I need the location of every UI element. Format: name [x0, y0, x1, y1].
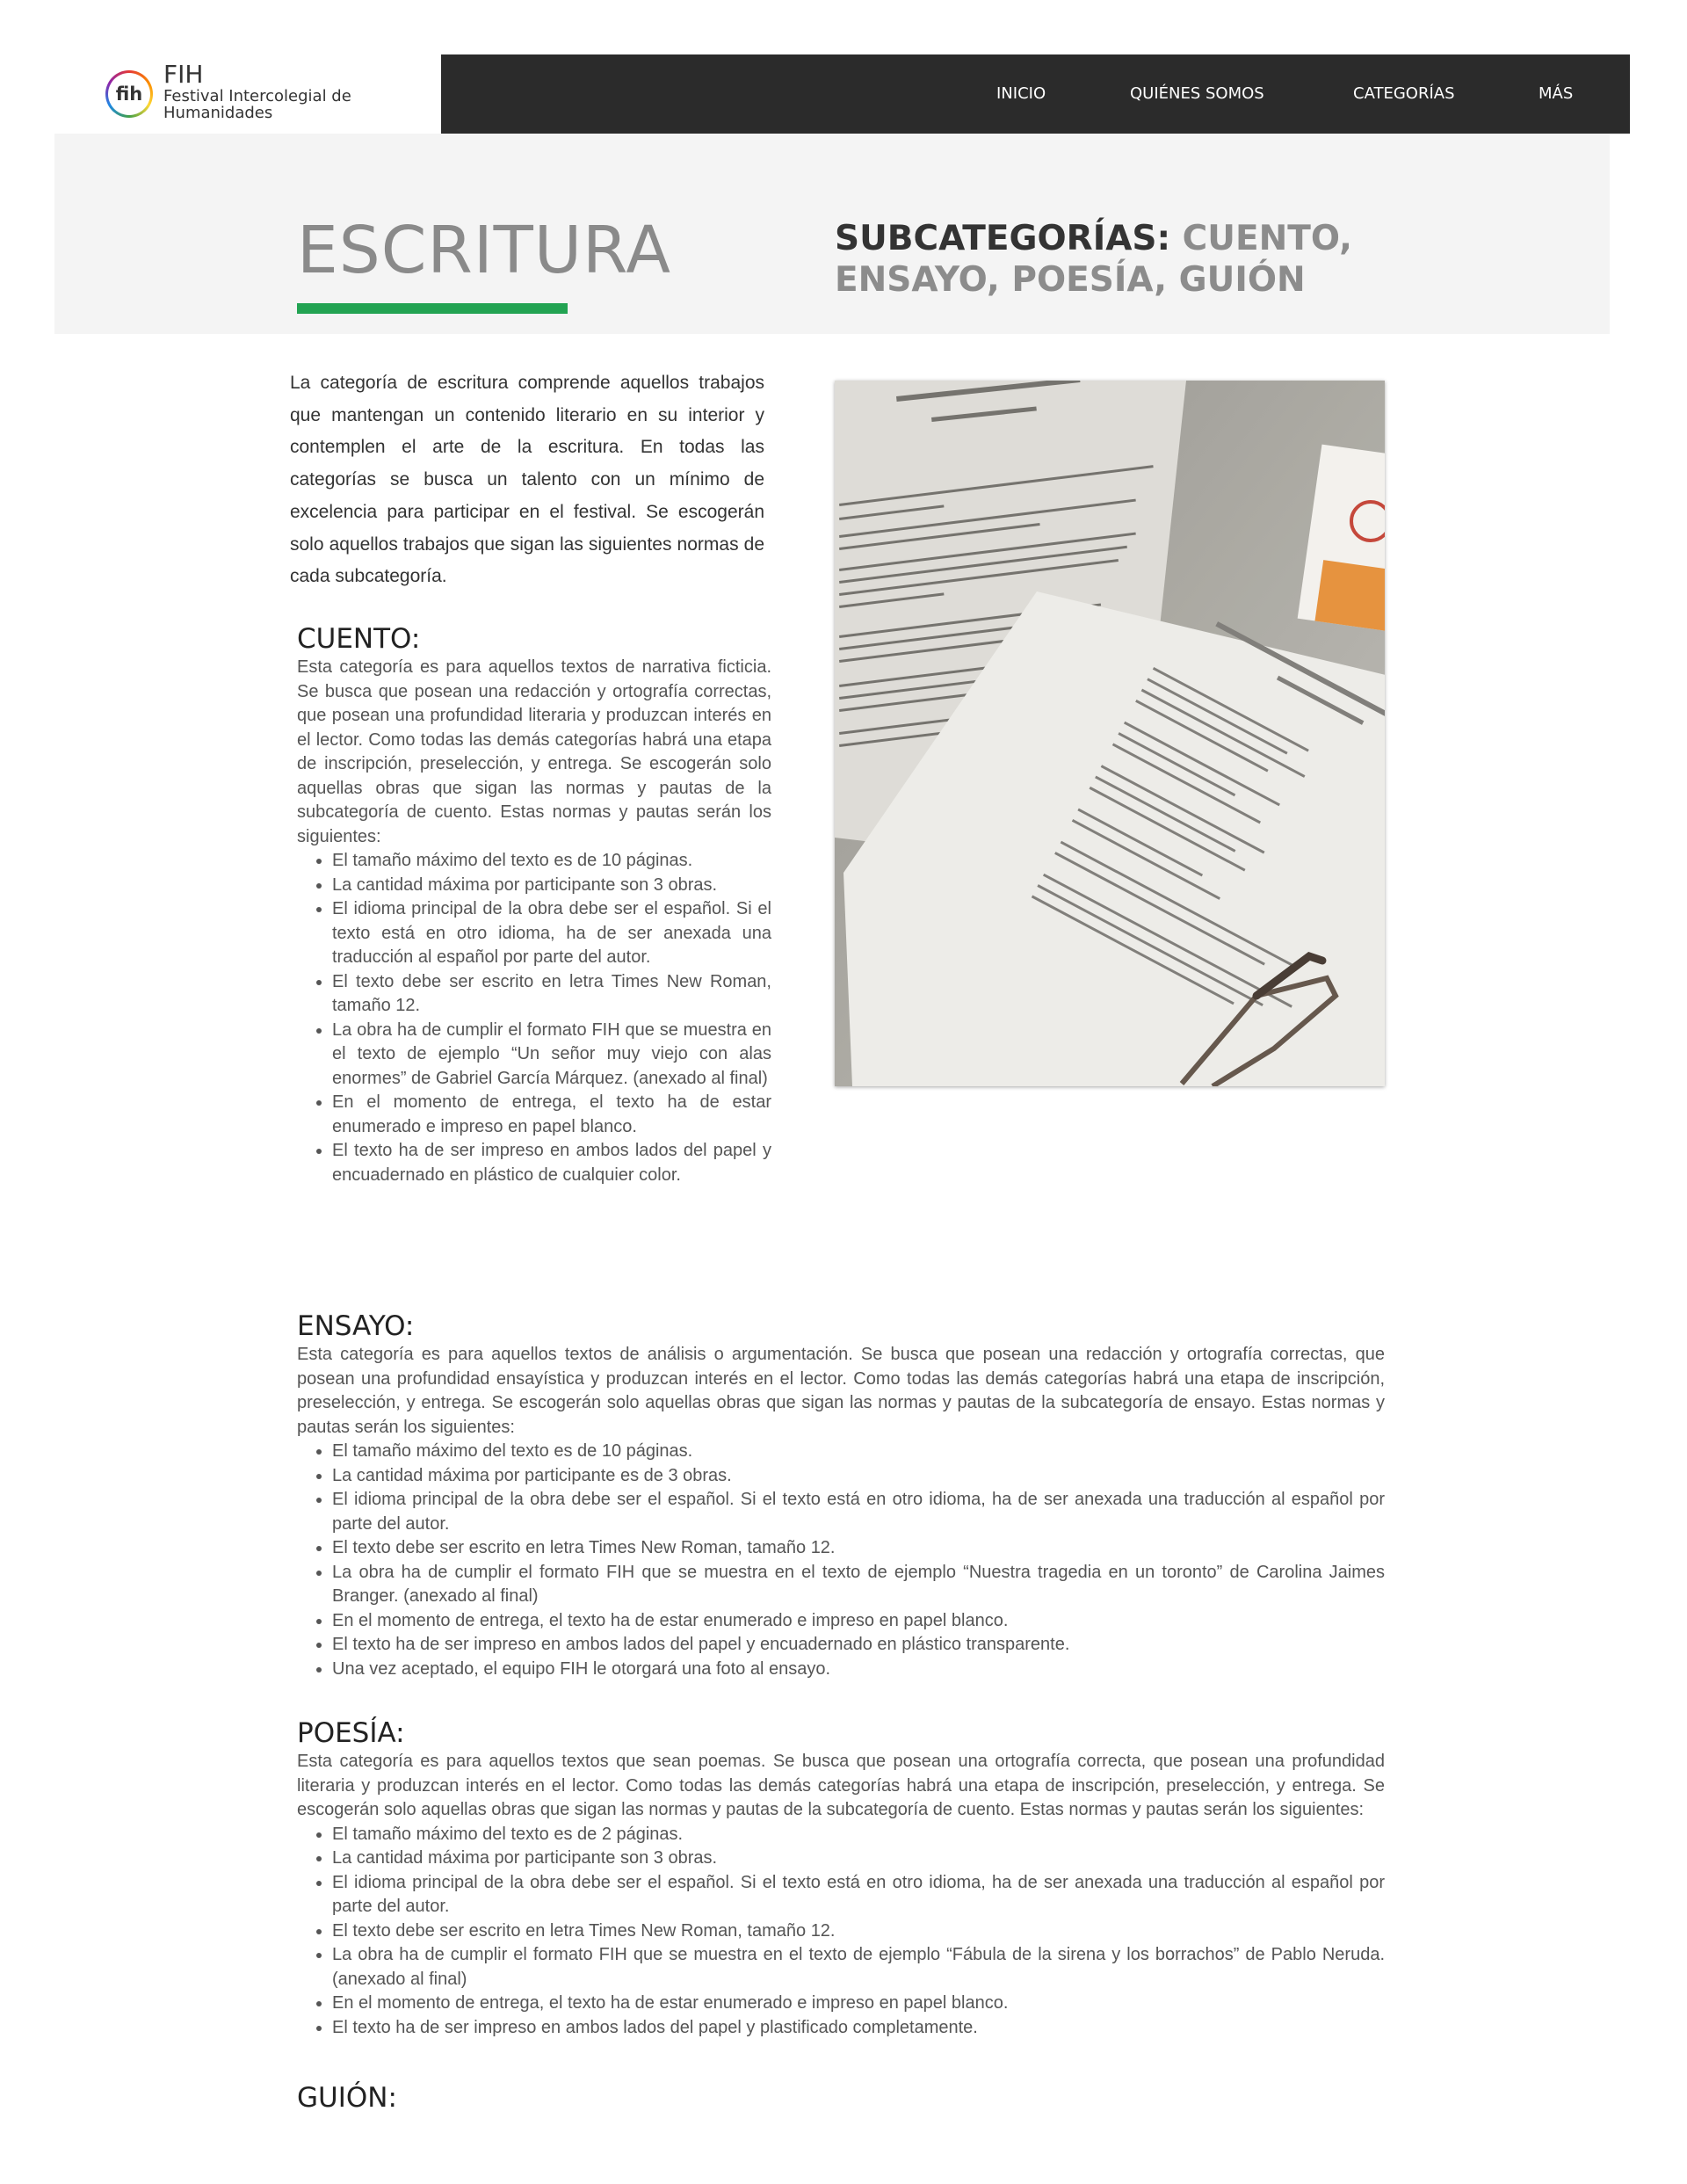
- rule-item: • El tamaño máximo del texto es de 10 páginas.: [332, 1440, 1385, 1464]
- subcategories-value: CUENTO, ENSAYO, POESÍA, GUIÓN: [835, 219, 1352, 300]
- section-ensayo: [297, 1310, 1385, 1681]
- section-description: Esta categoría es para aquellos textos de análisis o argumentación. Se busca que posean una redacción y ortografía correctas, que posean una profundidad ensayística y produzcan interés en el lector. Como todas las demás categorías habrá una etapa de inscripción, preselección, y entrega. Se escogerán solo aquellas obras que sigan las normas y pautas de la subcategoría de ensayo. Estas normas y pautas serán los siguientes:: [297, 1345, 1385, 1437]
- rule-item: • El texto ha de ser impreso en ambos lados del papel y plastificado completamente.: [332, 2016, 1385, 2041]
- subcategories-heading: [835, 218, 1467, 301]
- fih-logo-icon: fih: [105, 70, 153, 118]
- site-logo[interactable]: [54, 54, 441, 134]
- rule-item: • En el momento de entrega, el texto ha de estar enumerado e impreso en papel blanco.: [332, 1091, 771, 1139]
- rule-item: • En el momento de entrega, el texto ha de estar enumerado e impreso en papel blanco.: [332, 1609, 1385, 1634]
- rule-item: • La obra ha de cumplir el formato FIH que se muestra en el texto de ejemplo “Fábula de la sirena y los borrachos” de Pablo Neruda. (anexado al final): [332, 1943, 1385, 1992]
- rule-item: • El idioma principal de la obra debe ser el español. Si el texto está en otro idioma, ha de ser anexada una traducción al español por parte del autor.: [332, 1871, 1385, 1919]
- rule-item: • La cantidad máxima por participante son 3 obras.: [332, 874, 771, 898]
- rule-item: • El texto ha de ser impreso en ambos lados del papel y encuadernado en plástico de cualquier color.: [332, 1139, 771, 1187]
- section-guion: [297, 2081, 1385, 2115]
- rule-item: • El idioma principal de la obra debe ser el español. Si el texto está en otro idioma, ha de ser anexada una traducción al español por parte del autor.: [332, 897, 771, 970]
- rule-item: • El texto debe ser escrito en letra Times New Roman, tamaño 12.: [332, 1536, 1385, 1561]
- rule-item: • El tamaño máximo del texto es de 2 páginas.: [332, 1823, 1385, 1847]
- page-title: ESCRITURA: [297, 213, 672, 288]
- rule-item: • En el momento de entrega, el texto ha de estar enumerado e impreso en papel blanco.: [332, 1992, 1385, 2016]
- nav-item-quienes-somos[interactable]: QUIÉNES SOMOS: [1130, 84, 1264, 103]
- rule-item: • El tamaño máximo del texto es de 10 páginas.: [332, 849, 771, 874]
- subcategories-label: SUBCATEGORÍAS:: [835, 219, 1171, 258]
- rule-item: • El texto debe ser escrito en letra Times New Roman, tamaño 12.: [332, 970, 771, 1019]
- rule-item: • La obra ha de cumplir el formato FIH que se muestra en el texto de ejemplo “Un señor muy viejo con alas enormes” de Gabriel García Márquez. (anexado al final): [332, 1019, 771, 1092]
- intro-paragraph: La categoría de escritura comprende aquellos trabajos que mantengan un contenido literario en su interior y contemplen el arte de la escritura. En todas las categorías se busca un talento con un mínimo de excelencia para participar en el festival. Se escogerán solo aquellos trabajos que sigan las siguientes normas de cada subcategoría.: [290, 373, 764, 587]
- section-poesia: [297, 1716, 1385, 2040]
- logo-name: FIH: [163, 60, 204, 89]
- manuscript-photo: [835, 381, 1385, 1086]
- section-heading: POESÍA:: [297, 1717, 405, 1749]
- section-description: Esta categoría es para aquellos textos de narrativa ficticia. Se busca que posean una redacción y ortografía correctas, que posean una profundidad literaria y produzcan interés en el lector. Como todas las demás categorías habrá una etapa de inscripción, preselección, y entrega. Se escogerán solo aquellas obras que sigan las normas y pautas de la subcategoría de cuento. Estas normas y pautas serán los siguientes:: [297, 657, 771, 846]
- title-underline: [297, 303, 568, 314]
- section-heading: GUIÓN:: [297, 2082, 397, 2114]
- main-nav: [441, 54, 1630, 134]
- section-cuento: [297, 622, 771, 1187]
- section-heading: ENSAYO:: [297, 1310, 415, 1342]
- rule-item: • Una vez aceptado, el equipo FIH le otorgará una foto al ensayo.: [332, 1658, 1385, 1682]
- rule-item: • El texto debe ser escrito en letra Times New Roman, tamaño 12.: [332, 1919, 1385, 1944]
- nav-item-inicio[interactable]: INICIO: [996, 84, 1046, 103]
- section-description: Esta categoría es para aquellos textos que sean poemas. Se busca que posean una ortografía correcta, que posean una profundidad literaria y produzcan interés en el lector. Como todas las demás categorías habrá una etapa de inscripción, preselección, y entrega. Se escogerán solo aquellas obras que sigan las normas y pautas de la subcategoría de cuento. Estas normas y pautas serán los siguientes:: [297, 1752, 1385, 1819]
- section-heading: CUENTO:: [297, 623, 421, 655]
- rules-list: [297, 1440, 1385, 1681]
- rules-list: [297, 849, 771, 1187]
- rule-item: • La cantidad máxima por participante es de 3 obras.: [332, 1464, 1385, 1489]
- rule-item: • La obra ha de cumplir el formato FIH que se muestra en el texto de ejemplo “Nuestra tragedia en un toronto” de Carolina Jaimes Branger. (anexado al final): [332, 1561, 1385, 1609]
- rule-item: • El texto ha de ser impreso en ambos lados del papel y encuadernado en plástico transparente.: [332, 1633, 1385, 1658]
- nav-item-categorias[interactable]: CATEGORÍAS: [1353, 84, 1455, 103]
- manuscript-photo-drawing: [835, 381, 1385, 1086]
- rule-item: • La cantidad máxima por participante son 3 obras.: [332, 1847, 1385, 1871]
- rule-item: • El idioma principal de la obra debe ser el español. Si el texto está en otro idioma, ha de ser anexada una traducción al español por parte del autor.: [332, 1488, 1385, 1536]
- logo-tagline: Festival Intercolegial de Humanidades: [163, 87, 351, 122]
- rules-list: [297, 1823, 1385, 2041]
- nav-item-mas[interactable]: MÁS: [1539, 84, 1574, 103]
